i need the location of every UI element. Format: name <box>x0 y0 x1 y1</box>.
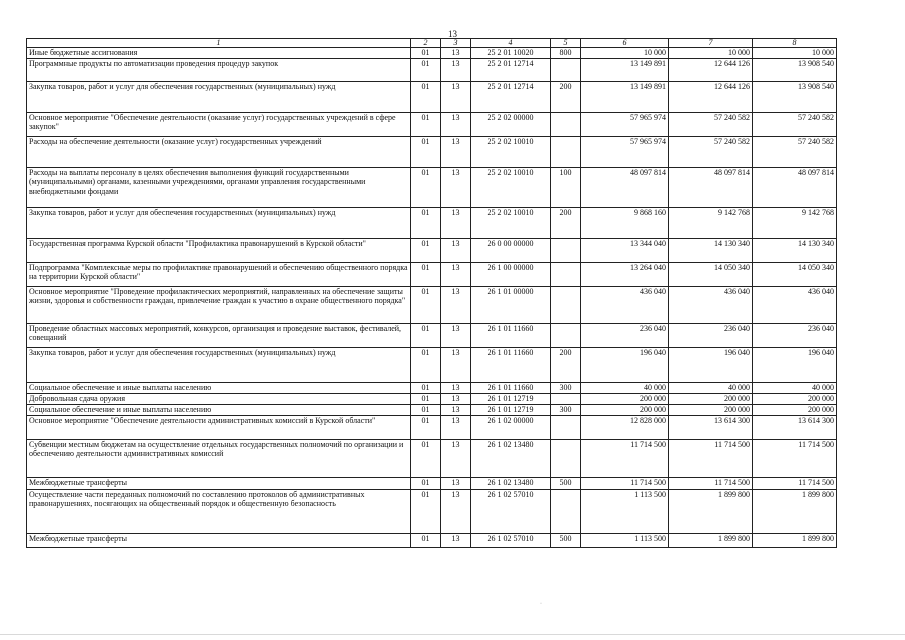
row-section: 01 <box>411 136 441 167</box>
row-expense-type <box>551 112 581 136</box>
table-row <box>27 404 837 415</box>
row-section: 01 <box>411 489 441 533</box>
row-subsection: 13 <box>441 477 471 489</box>
table-row <box>27 167 837 207</box>
row-value-2020: 200 000 <box>753 393 837 404</box>
row-section: 01 <box>411 207 441 238</box>
row-value-2019: 13 614 300 <box>669 415 753 439</box>
row-value-2020: 13 908 540 <box>753 81 837 112</box>
row-expense-type: 100 <box>551 167 581 207</box>
row-name: Государственная программа Курской области "Профилактика правонарушений в Курской области" <box>27 238 411 262</box>
header-cell: 7 <box>669 39 753 48</box>
row-target-code: 25 2 02 10010 <box>471 136 551 167</box>
row-subsection: 13 <box>441 262 471 286</box>
row-subsection: 13 <box>441 404 471 415</box>
row-name: Расходы на выплаты персоналу в целях обеспечения выполнения функций государственными (муниципальными) органами, казенными учреждениями, органами управления государственными внебюджетными фондами <box>27 167 411 207</box>
table-row <box>27 347 837 382</box>
row-value-2018: 11 714 500 <box>581 477 669 489</box>
table-row <box>27 439 837 477</box>
row-value-2020: 236 040 <box>753 323 837 347</box>
table-row <box>27 382 837 393</box>
row-expense-type: 300 <box>551 382 581 393</box>
row-subsection: 13 <box>441 238 471 262</box>
row-section: 01 <box>411 439 441 477</box>
table-row <box>27 112 837 136</box>
table-row <box>27 58 837 81</box>
row-expense-type: 200 <box>551 207 581 238</box>
row-subsection: 13 <box>441 81 471 112</box>
table-row <box>27 415 837 439</box>
row-target-code: 25 2 01 10020 <box>471 48 551 59</box>
row-expense-type: 200 <box>551 347 581 382</box>
row-section: 01 <box>411 81 441 112</box>
row-value-2020: 13 908 540 <box>753 58 837 81</box>
row-section: 01 <box>411 323 441 347</box>
row-expense-type: 500 <box>551 477 581 489</box>
row-name: Субвенции местным бюджетам на осуществление отдельных государственных полномочий по организации и обеспечению деятельности административных комиссий <box>27 439 411 477</box>
row-subsection: 13 <box>441 207 471 238</box>
row-value-2019: 11 714 500 <box>669 477 753 489</box>
row-target-code: 26 1 02 57010 <box>471 489 551 533</box>
row-section: 01 <box>411 382 441 393</box>
row-target-code: 26 1 01 12719 <box>471 404 551 415</box>
row-target-code: 25 2 01 12714 <box>471 58 551 81</box>
row-value-2018: 200 000 <box>581 404 669 415</box>
row-value-2019: 1 899 800 <box>669 489 753 533</box>
row-target-code: 26 1 02 13480 <box>471 477 551 489</box>
row-value-2020: 57 240 582 <box>753 136 837 167</box>
row-value-2018: 57 965 974 <box>581 112 669 136</box>
row-subsection: 13 <box>441 48 471 59</box>
table-row <box>27 48 837 59</box>
row-value-2020: 14 050 340 <box>753 262 837 286</box>
row-subsection: 13 <box>441 415 471 439</box>
table-row <box>27 262 837 286</box>
row-value-2020: 11 714 500 <box>753 477 837 489</box>
row-value-2019: 200 000 <box>669 393 753 404</box>
table-row <box>27 393 837 404</box>
header-cell: 1 <box>27 39 411 48</box>
row-value-2018: 9 868 160 <box>581 207 669 238</box>
row-value-2019: 57 240 582 <box>669 112 753 136</box>
row-expense-type <box>551 136 581 167</box>
row-value-2020: 9 142 768 <box>753 207 837 238</box>
row-value-2020: 1 899 800 <box>753 533 837 547</box>
table-row <box>27 489 837 533</box>
row-subsection: 13 <box>441 167 471 207</box>
row-section: 01 <box>411 167 441 207</box>
row-value-2018: 13 264 040 <box>581 262 669 286</box>
row-subsection: 13 <box>441 323 471 347</box>
row-section: 01 <box>411 238 441 262</box>
header-cell: 8 <box>753 39 837 48</box>
row-section: 01 <box>411 347 441 382</box>
row-name: Программные продукты по автоматизации проведения процедур закупок <box>27 58 411 81</box>
row-value-2018: 13 344 040 <box>581 238 669 262</box>
row-target-code: 25 2 02 10010 <box>471 167 551 207</box>
row-target-code: 25 2 02 10010 <box>471 207 551 238</box>
row-value-2020: 48 097 814 <box>753 167 837 207</box>
row-name: Межбюджетные трансферты <box>27 477 411 489</box>
row-value-2019: 12 644 126 <box>669 81 753 112</box>
row-value-2020: 200 000 <box>753 404 837 415</box>
row-expense-type <box>551 489 581 533</box>
table-row <box>27 477 837 489</box>
row-value-2019: 48 097 814 <box>669 167 753 207</box>
row-expense-type <box>551 415 581 439</box>
row-value-2019: 200 000 <box>669 404 753 415</box>
row-subsection: 13 <box>441 112 471 136</box>
row-value-2018: 236 040 <box>581 323 669 347</box>
scan-edge-line <box>0 634 905 635</box>
page-number: 13 <box>448 29 457 39</box>
row-name: Осуществление части переданных полномочий по составлению протоколов об административных правонарушениях, посягающих на общественный порядок и общественную безопасность <box>27 489 411 533</box>
row-subsection: 13 <box>441 533 471 547</box>
header-cell: 3 <box>441 39 471 48</box>
row-target-code: 26 0 00 00000 <box>471 238 551 262</box>
row-value-2018: 13 149 891 <box>581 58 669 81</box>
row-subsection: 13 <box>441 382 471 393</box>
row-section: 01 <box>411 112 441 136</box>
row-name: Закупка товаров, работ и услуг для обеспечения государственных (муниципальных) нужд <box>27 207 411 238</box>
row-value-2020: 11 714 500 <box>753 439 837 477</box>
row-value-2019: 11 714 500 <box>669 439 753 477</box>
row-subsection: 13 <box>441 439 471 477</box>
row-value-2019: 196 040 <box>669 347 753 382</box>
row-value-2018: 40 000 <box>581 382 669 393</box>
row-section: 01 <box>411 477 441 489</box>
row-name: Социальное обеспечение и иные выплаты населению <box>27 382 411 393</box>
header-row <box>27 39 837 48</box>
row-value-2020: 436 040 <box>753 286 837 323</box>
row-value-2019: 10 000 <box>669 48 753 59</box>
row-section: 01 <box>411 262 441 286</box>
row-value-2019: 14 130 340 <box>669 238 753 262</box>
row-value-2019: 436 040 <box>669 286 753 323</box>
row-expense-type: 200 <box>551 81 581 112</box>
row-section: 01 <box>411 48 441 59</box>
row-expense-type: 500 <box>551 533 581 547</box>
row-name: Подпрограмма "Комплексные меры по профилактике правонарушений и обеспечению общественного порядка на территории Курской области" <box>27 262 411 286</box>
row-expense-type <box>551 238 581 262</box>
row-value-2019: 14 050 340 <box>669 262 753 286</box>
row-value-2020: 1 899 800 <box>753 489 837 533</box>
row-subsection: 13 <box>441 347 471 382</box>
row-name: Закупка товаров, работ и услуг для обеспечения государственных (муниципальных) нужд <box>27 81 411 112</box>
row-value-2018: 200 000 <box>581 393 669 404</box>
row-target-code: 26 1 01 00000 <box>471 286 551 323</box>
row-value-2018: 196 040 <box>581 347 669 382</box>
row-value-2018: 11 714 500 <box>581 439 669 477</box>
row-target-code: 26 1 02 57010 <box>471 533 551 547</box>
table-body <box>27 39 837 548</box>
row-value-2020: 13 614 300 <box>753 415 837 439</box>
row-section: 01 <box>411 533 441 547</box>
row-target-code: 26 1 02 00000 <box>471 415 551 439</box>
row-name: Межбюджетные трансферты <box>27 533 411 547</box>
row-subsection: 13 <box>441 58 471 81</box>
row-section: 01 <box>411 415 441 439</box>
row-name: Проведение областных массовых мероприятий, конкурсов, организация и проведение выставок, фестивалей, совещаний <box>27 323 411 347</box>
header-cell: 6 <box>581 39 669 48</box>
table-row <box>27 238 837 262</box>
row-expense-type <box>551 286 581 323</box>
row-expense-type <box>551 58 581 81</box>
row-target-code: 26 1 00 00000 <box>471 262 551 286</box>
row-section: 01 <box>411 404 441 415</box>
row-subsection: 13 <box>441 136 471 167</box>
row-name: Социальное обеспечение и иные выплаты населению <box>27 404 411 415</box>
table-row <box>27 207 837 238</box>
row-section: 01 <box>411 286 441 323</box>
row-subsection: 13 <box>441 393 471 404</box>
row-value-2020: 57 240 582 <box>753 112 837 136</box>
header-cell: 5 <box>551 39 581 48</box>
row-value-2018: 436 040 <box>581 286 669 323</box>
row-value-2019: 9 142 768 <box>669 207 753 238</box>
table-row <box>27 136 837 167</box>
row-target-code: 25 2 02 00000 <box>471 112 551 136</box>
table-row <box>27 81 837 112</box>
row-name: Основное мероприятие "Проведение профилактических мероприятий, направленных на обеспечение защиты жизни, здоровья и собственности граждан, привлечение граждан к участию в охране общественного порядка" <box>27 286 411 323</box>
row-value-2018: 12 828 000 <box>581 415 669 439</box>
table-row <box>27 323 837 347</box>
row-value-2019: 12 644 126 <box>669 58 753 81</box>
row-value-2018: 1 113 500 <box>581 533 669 547</box>
row-value-2019: 40 000 <box>669 382 753 393</box>
row-name: Основное мероприятие "Обеспечение деятельности (оказание услуг) государственных учреждений в сфере закупок" <box>27 112 411 136</box>
row-value-2020: 14 130 340 <box>753 238 837 262</box>
row-value-2019: 57 240 582 <box>669 136 753 167</box>
header-cell: 4 <box>471 39 551 48</box>
row-name: Добровольная сдача оружия <box>27 393 411 404</box>
row-target-code: 26 1 01 12719 <box>471 393 551 404</box>
row-target-code: 25 2 01 12714 <box>471 81 551 112</box>
row-value-2020: 196 040 <box>753 347 837 382</box>
row-subsection: 13 <box>441 286 471 323</box>
row-section: 01 <box>411 58 441 81</box>
row-value-2019: 1 899 800 <box>669 533 753 547</box>
table-row <box>27 533 837 547</box>
row-expense-type <box>551 323 581 347</box>
budget-table <box>26 38 837 548</box>
row-name: Закупка товаров, работ и услуг для обеспечения государственных (муниципальных) нужд <box>27 347 411 382</box>
row-name: Иные бюджетные ассигнования <box>27 48 411 59</box>
scan-mark: · <box>540 601 542 607</box>
table-row <box>27 286 837 323</box>
row-value-2018: 10 000 <box>581 48 669 59</box>
row-target-code: 26 1 01 11660 <box>471 382 551 393</box>
row-subsection: 13 <box>441 489 471 533</box>
row-section: 01 <box>411 393 441 404</box>
row-name: Основное мероприятие "Обеспечение деятельности административных комиссий в Курской области" <box>27 415 411 439</box>
row-value-2018: 13 149 891 <box>581 81 669 112</box>
row-value-2020: 40 000 <box>753 382 837 393</box>
row-expense-type: 800 <box>551 48 581 59</box>
row-target-code: 26 1 01 11660 <box>471 347 551 382</box>
row-value-2018: 57 965 974 <box>581 136 669 167</box>
row-value-2018: 48 097 814 <box>581 167 669 207</box>
row-expense-type <box>551 262 581 286</box>
row-value-2019: 236 040 <box>669 323 753 347</box>
row-expense-type: 300 <box>551 404 581 415</box>
row-target-code: 26 1 01 11660 <box>471 323 551 347</box>
row-name: Расходы на обеспечение деятельности (оказание услуг) государственных учреждений <box>27 136 411 167</box>
row-value-2020: 10 000 <box>753 48 837 59</box>
row-expense-type <box>551 439 581 477</box>
header-cell: 2 <box>411 39 441 48</box>
row-expense-type <box>551 393 581 404</box>
row-value-2018: 1 113 500 <box>581 489 669 533</box>
row-target-code: 26 1 02 13480 <box>471 439 551 477</box>
